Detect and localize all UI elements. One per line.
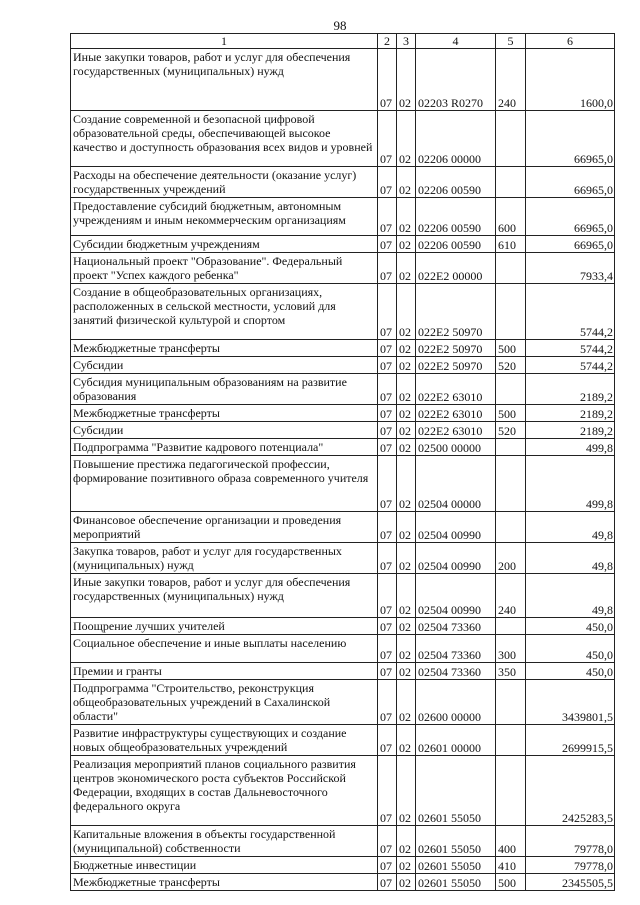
row-name: Закупка товаров, работ и услуг для государственных (муниципальных) нужд bbox=[71, 543, 378, 574]
table-row bbox=[71, 439, 615, 456]
amount: 2345505,5 bbox=[526, 874, 615, 891]
section-code: 07 bbox=[378, 49, 397, 111]
subsection-code: 02 bbox=[397, 680, 416, 725]
row-name: Межбюджетные трансферты bbox=[71, 874, 378, 891]
section-code: 07 bbox=[378, 663, 397, 680]
target-article-code: 02504 00000 bbox=[416, 456, 496, 512]
amount: 1600,0 bbox=[526, 49, 615, 111]
row-name: Реализация мероприятий планов социального развития центров экономического роста субъектов Российской Федерации, входящих в состав Дальневосточного федерального округа bbox=[71, 756, 378, 826]
subsection-code: 02 bbox=[397, 111, 416, 167]
row-name: Премии и гранты bbox=[71, 663, 378, 680]
row-name: Иные закупки товаров, работ и услуг для обеспечения государственных (муниципальных) нужд bbox=[71, 49, 378, 111]
table-row bbox=[71, 543, 615, 574]
section-code: 07 bbox=[378, 236, 397, 253]
section-code: 07 bbox=[378, 456, 397, 512]
table-row bbox=[71, 574, 615, 618]
expense-type-code: 500 bbox=[496, 405, 526, 422]
section-code: 07 bbox=[378, 618, 397, 635]
target-article-code: 022E2 63010 bbox=[416, 405, 496, 422]
expense-type-code: 240 bbox=[496, 574, 526, 618]
column-header: 2 bbox=[378, 34, 397, 49]
expense-type-code bbox=[496, 756, 526, 826]
expense-type-code: 520 bbox=[496, 422, 526, 439]
table-row bbox=[71, 857, 615, 874]
target-article-code: 02601 55050 bbox=[416, 874, 496, 891]
subsection-code: 02 bbox=[397, 374, 416, 405]
expense-type-code: 610 bbox=[496, 236, 526, 253]
row-name: Субсидии bbox=[71, 357, 378, 374]
amount: 2699915,5 bbox=[526, 725, 615, 756]
section-code: 07 bbox=[378, 253, 397, 284]
subsection-code: 02 bbox=[397, 422, 416, 439]
table-row bbox=[71, 236, 615, 253]
row-name: Капитальные вложения в объекты государственной (муниципальной) собственности bbox=[71, 826, 378, 857]
amount: 49,8 bbox=[526, 543, 615, 574]
target-article-code: 022E2 50970 bbox=[416, 284, 496, 340]
target-article-code: 02504 00990 bbox=[416, 574, 496, 618]
table-row bbox=[71, 49, 615, 111]
row-name: Создание в общеобразовательных организациях, расположенных в сельской местности, условий для занятий физической культурой и спортом bbox=[71, 284, 378, 340]
subsection-code: 02 bbox=[397, 618, 416, 635]
row-name: Социальное обеспечение и иные выплаты населению bbox=[71, 635, 378, 663]
amount: 79778,0 bbox=[526, 857, 615, 874]
target-article-code: 02601 55050 bbox=[416, 857, 496, 874]
section-code: 07 bbox=[378, 512, 397, 543]
section-code: 07 bbox=[378, 725, 397, 756]
row-name: Подпрограмма "Строительство, реконструкция общеобразовательных учреждений в Сахалинской области" bbox=[71, 680, 378, 725]
amount: 2189,2 bbox=[526, 422, 615, 439]
expense-type-code: 400 bbox=[496, 826, 526, 857]
row-name: Предоставление субсидий бюджетным, автономным учреждениям и иным некоммерческим организациям bbox=[71, 198, 378, 236]
section-code: 07 bbox=[378, 198, 397, 236]
table-row bbox=[71, 663, 615, 680]
subsection-code: 02 bbox=[397, 236, 416, 253]
subsection-code: 02 bbox=[397, 826, 416, 857]
expense-type-code: 520 bbox=[496, 357, 526, 374]
section-code: 07 bbox=[378, 857, 397, 874]
section-code: 07 bbox=[378, 405, 397, 422]
section-code: 07 bbox=[378, 357, 397, 374]
expense-type-code bbox=[496, 253, 526, 284]
section-code: 07 bbox=[378, 574, 397, 618]
table-row bbox=[71, 111, 615, 167]
section-code: 07 bbox=[378, 374, 397, 405]
column-header: 1 bbox=[71, 34, 378, 49]
amount: 5744,2 bbox=[526, 340, 615, 357]
amount: 5744,2 bbox=[526, 357, 615, 374]
table-row bbox=[71, 374, 615, 405]
row-name: Создание современной и безопасной цифровой образовательной среды, обеспечивающей высокое качество и доступность образования всех видов и уровней bbox=[71, 111, 378, 167]
table-row bbox=[71, 340, 615, 357]
target-article-code: 022E2 50970 bbox=[416, 340, 496, 357]
subsection-code: 02 bbox=[397, 663, 416, 680]
target-article-code: 02504 00990 bbox=[416, 512, 496, 543]
subsection-code: 02 bbox=[397, 756, 416, 826]
amount: 66965,0 bbox=[526, 236, 615, 253]
expense-type-code: 300 bbox=[496, 635, 526, 663]
amount: 7933,4 bbox=[526, 253, 615, 284]
row-name: Бюджетные инвестиции bbox=[71, 857, 378, 874]
table-row bbox=[71, 198, 615, 236]
target-article-code: 02504 00990 bbox=[416, 543, 496, 574]
subsection-code: 02 bbox=[397, 198, 416, 236]
table-row bbox=[71, 422, 615, 439]
amount: 66965,0 bbox=[526, 111, 615, 167]
target-article-code: 02206 00590 bbox=[416, 236, 496, 253]
section-code: 07 bbox=[378, 284, 397, 340]
table-row bbox=[71, 512, 615, 543]
expense-type-code bbox=[496, 439, 526, 456]
column-header: 3 bbox=[397, 34, 416, 49]
subsection-code: 02 bbox=[397, 456, 416, 512]
target-article-code: 02504 73360 bbox=[416, 635, 496, 663]
table-row bbox=[71, 618, 615, 635]
table-row bbox=[71, 725, 615, 756]
section-code: 07 bbox=[378, 422, 397, 439]
target-article-code: 02504 73360 bbox=[416, 618, 496, 635]
expense-type-code: 240 bbox=[496, 49, 526, 111]
target-article-code: 02206 00000 bbox=[416, 111, 496, 167]
subsection-code: 02 bbox=[397, 512, 416, 543]
section-code: 07 bbox=[378, 680, 397, 725]
expense-type-code: 200 bbox=[496, 543, 526, 574]
row-name: Повышение престижа педагогической профессии, формирование позитивного образа современного учителя bbox=[71, 456, 378, 512]
section-code: 07 bbox=[378, 167, 397, 198]
target-article-code: 02504 73360 bbox=[416, 663, 496, 680]
amount: 3439801,5 bbox=[526, 680, 615, 725]
column-header: 6 bbox=[526, 34, 615, 49]
section-code: 07 bbox=[378, 826, 397, 857]
row-name: Межбюджетные трансферты bbox=[71, 405, 378, 422]
section-code: 07 bbox=[378, 340, 397, 357]
table-row bbox=[71, 357, 615, 374]
section-code: 07 bbox=[378, 111, 397, 167]
row-name: Поощрение лучших учителей bbox=[71, 618, 378, 635]
expense-type-code: 500 bbox=[496, 340, 526, 357]
table-row bbox=[71, 405, 615, 422]
table-row bbox=[71, 253, 615, 284]
budget-table bbox=[70, 33, 615, 891]
expense-type-code bbox=[496, 725, 526, 756]
row-name: Субсидии бюджетным учреждениям bbox=[71, 236, 378, 253]
table-row bbox=[71, 826, 615, 857]
section-code: 07 bbox=[378, 543, 397, 574]
expense-type-code: 350 bbox=[496, 663, 526, 680]
subsection-code: 02 bbox=[397, 635, 416, 663]
row-name: Подпрограмма "Развитие кадрового потенциала" bbox=[71, 439, 378, 456]
row-name: Субсидия муниципальным образованиям на развитие образования bbox=[71, 374, 378, 405]
target-article-code: 02601 55050 bbox=[416, 756, 496, 826]
table-row bbox=[71, 167, 615, 198]
subsection-code: 02 bbox=[397, 405, 416, 422]
expense-type-code bbox=[496, 167, 526, 198]
target-article-code: 02601 55050 bbox=[416, 826, 496, 857]
expense-type-code: 500 bbox=[496, 874, 526, 891]
amount: 2425283,5 bbox=[526, 756, 615, 826]
expense-type-code: 600 bbox=[496, 198, 526, 236]
expense-type-code bbox=[496, 111, 526, 167]
target-article-code: 022E2 00000 bbox=[416, 253, 496, 284]
subsection-code: 02 bbox=[397, 49, 416, 111]
row-name: Межбюджетные трансферты bbox=[71, 340, 378, 357]
table-row bbox=[71, 635, 615, 663]
subsection-code: 02 bbox=[397, 725, 416, 756]
expense-type-code bbox=[496, 374, 526, 405]
subsection-code: 02 bbox=[397, 284, 416, 340]
target-article-code: 02500 00000 bbox=[416, 439, 496, 456]
amount: 5744,2 bbox=[526, 284, 615, 340]
target-article-code: 02600 00000 bbox=[416, 680, 496, 725]
row-name: Развитие инфраструктуры существующих и создание новых общеобразовательных учреждений bbox=[71, 725, 378, 756]
section-code: 07 bbox=[378, 756, 397, 826]
amount: 2189,2 bbox=[526, 374, 615, 405]
row-name: Национальный проект "Образование". Федеральный проект "Успех каждого ребенка" bbox=[71, 253, 378, 284]
expense-type-code bbox=[496, 284, 526, 340]
row-name: Субсидии bbox=[71, 422, 378, 439]
amount: 450,0 bbox=[526, 618, 615, 635]
table-row bbox=[71, 284, 615, 340]
amount: 66965,0 bbox=[526, 167, 615, 198]
amount: 49,8 bbox=[526, 574, 615, 618]
table-row bbox=[71, 874, 615, 891]
subsection-code: 02 bbox=[397, 543, 416, 574]
row-name: Иные закупки товаров, работ и услуг для обеспечения государственных (муниципальных) нужд bbox=[71, 574, 378, 618]
subsection-code: 02 bbox=[397, 357, 416, 374]
section-code: 07 bbox=[378, 635, 397, 663]
table-row bbox=[71, 756, 615, 826]
amount: 2189,2 bbox=[526, 405, 615, 422]
section-code: 07 bbox=[378, 874, 397, 891]
target-article-code: 022E2 63010 bbox=[416, 422, 496, 439]
target-article-code: 02601 00000 bbox=[416, 725, 496, 756]
target-article-code: 02206 00590 bbox=[416, 167, 496, 198]
table-row bbox=[71, 680, 615, 725]
section-code: 07 bbox=[378, 439, 397, 456]
target-article-code: 02203 R0270 bbox=[416, 49, 496, 111]
target-article-code: 022E2 63010 bbox=[416, 374, 496, 405]
target-article-code: 022E2 50970 bbox=[416, 357, 496, 374]
subsection-code: 02 bbox=[397, 874, 416, 891]
subsection-code: 02 bbox=[397, 857, 416, 874]
subsection-code: 02 bbox=[397, 574, 416, 618]
amount: 66965,0 bbox=[526, 198, 615, 236]
target-article-code: 02206 00590 bbox=[416, 198, 496, 236]
amount: 450,0 bbox=[526, 663, 615, 680]
amount: 499,8 bbox=[526, 439, 615, 456]
subsection-code: 02 bbox=[397, 167, 416, 198]
amount: 79778,0 bbox=[526, 826, 615, 857]
page-number: 98 bbox=[333, 18, 347, 33]
row-name: Расходы на обеспечение деятельности (оказание услуг) государственных учреждений bbox=[71, 167, 378, 198]
expense-type-code bbox=[496, 618, 526, 635]
table-row bbox=[71, 456, 615, 512]
amount: 499,8 bbox=[526, 456, 615, 512]
column-header: 4 bbox=[416, 34, 496, 49]
expense-type-code bbox=[496, 680, 526, 725]
table-header-row bbox=[71, 34, 615, 49]
subsection-code: 02 bbox=[397, 439, 416, 456]
amount: 49,8 bbox=[526, 512, 615, 543]
subsection-code: 02 bbox=[397, 253, 416, 284]
subsection-code: 02 bbox=[397, 340, 416, 357]
column-header: 5 bbox=[496, 34, 526, 49]
expense-type-code bbox=[496, 456, 526, 512]
amount: 450,0 bbox=[526, 635, 615, 663]
expense-type-code: 410 bbox=[496, 857, 526, 874]
row-name: Финансовое обеспечение организации и проведения мероприятий bbox=[71, 512, 378, 543]
expense-type-code bbox=[496, 512, 526, 543]
